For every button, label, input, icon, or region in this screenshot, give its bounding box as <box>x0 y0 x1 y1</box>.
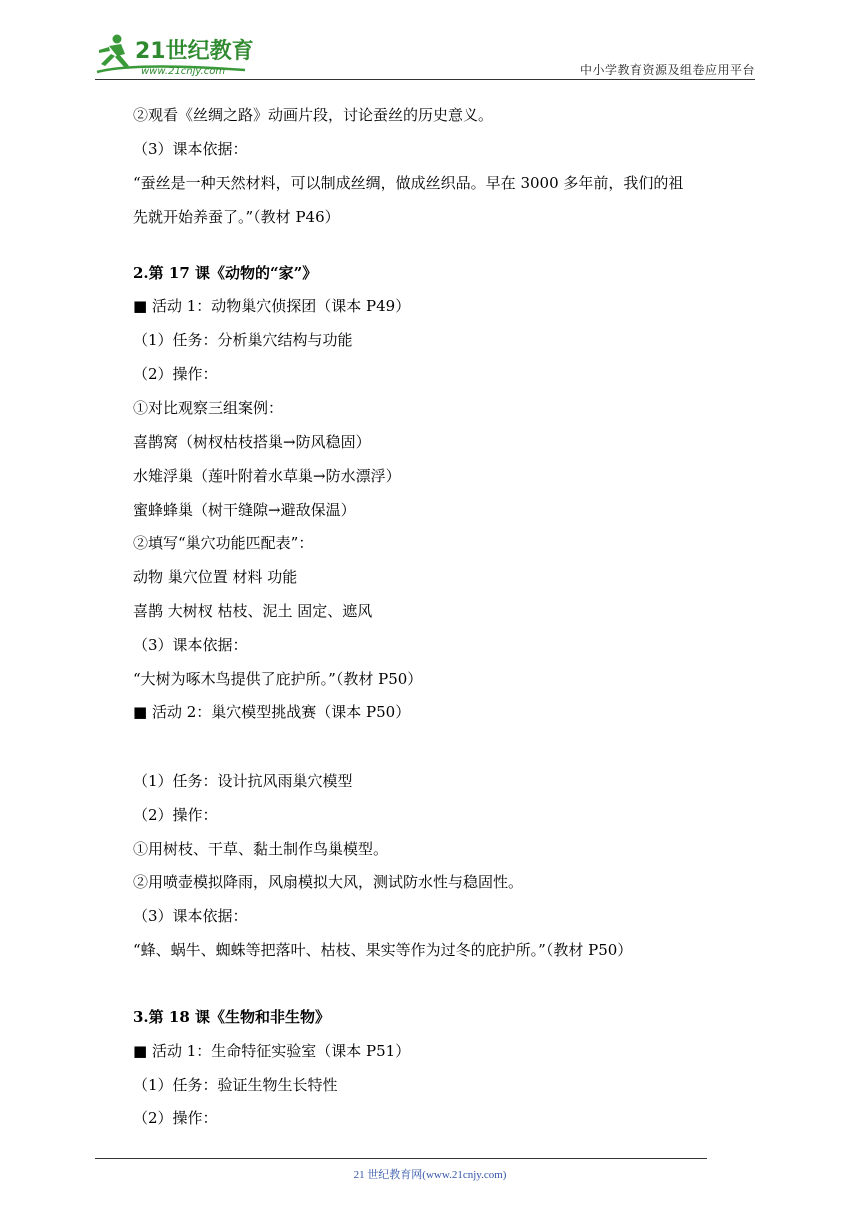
text-line: 蜜蜂蜂巢（树干缝隙→避敌保温） <box>133 501 356 519</box>
text-line: （3）课本依据： <box>133 140 248 158</box>
site-logo <box>95 32 265 76</box>
section-heading: 2.第 17 课《动物的“家”》 <box>133 264 318 282</box>
page-header <box>95 30 755 80</box>
text-line: “蜂、蜗牛、蜘蛛等把落叶、枯枝、果实等作为过冬的庇护所。”（教材 P50） <box>133 941 633 959</box>
text-line: ①对比观察三组案例： <box>133 399 284 417</box>
text-line: （1）任务：设计抗风雨巢穴模型 <box>133 772 353 790</box>
text-line: “蚕丝是一种天然材料，可以制成丝绸，做成丝织品。早在 3000 多年前，我们的祖 <box>133 174 684 192</box>
text-line: （2）操作： <box>133 806 218 824</box>
platform-name: 中小学教育资源及组卷应用平台 <box>579 63 755 77</box>
text-line: （1）任务：验证生物生长特性 <box>133 1076 338 1094</box>
text-line: ②填写“巢穴功能匹配表”： <box>133 534 314 552</box>
table-header-row: 动物 巢穴位置 材料 功能 <box>133 568 298 586</box>
text-line: （2）操作： <box>133 1109 218 1127</box>
text-line: （3）课本依据： <box>133 636 248 654</box>
activity-heading: ■ 活动 2：巢穴模型挑战赛（课本 P50） <box>133 703 411 721</box>
text-line: 水雉浮巢（莲叶附着水草巢→防水漂浮） <box>133 467 401 485</box>
activity-heading: ■ 活动 1：动物巢穴侦探团（课本 P49） <box>133 297 411 315</box>
footer-divider <box>95 1158 707 1159</box>
text-line: 喜鹊窝（树杈枯枝搭巢→防风稳固） <box>133 433 371 451</box>
activity-heading: ■ 活动 1：生命特征实验室（课本 P51） <box>133 1042 411 1060</box>
section-heading: 3.第 18 课《生物和非生物》 <box>133 1008 330 1026</box>
text-line: （1）任务：分析巢穴结构与功能 <box>133 331 353 349</box>
text-line: ①用树枝、干草、黏土制作鸟巢模型。 <box>133 840 389 858</box>
text-line: （3）课本依据： <box>133 907 248 925</box>
text-line: 先就开始养蚕了。”（教材 P46） <box>133 208 340 226</box>
header-divider <box>95 79 755 80</box>
svg-text:www.21cnjy.com: www.21cnjy.com <box>141 66 226 76</box>
table-row: 喜鹊 大树杈 枯枝、泥土 固定、遮风 <box>133 602 373 620</box>
text-line: （2）操作： <box>133 365 218 383</box>
svg-text:21世纪教育: 21世纪教育 <box>135 39 254 64</box>
page-footer: 21 世纪教育网(www.21cnjy.com) <box>353 1169 507 1181</box>
text-line: ②观看《丝绸之路》动画片段，讨论蚕丝的历史意义。 <box>133 106 494 124</box>
text-line: “大树为啄木鸟提供了庇护所。”（教材 P50） <box>133 670 423 688</box>
text-line: ②用喷壶模拟降雨，风扇模拟大风，测试防水性与稳固性。 <box>133 873 524 891</box>
